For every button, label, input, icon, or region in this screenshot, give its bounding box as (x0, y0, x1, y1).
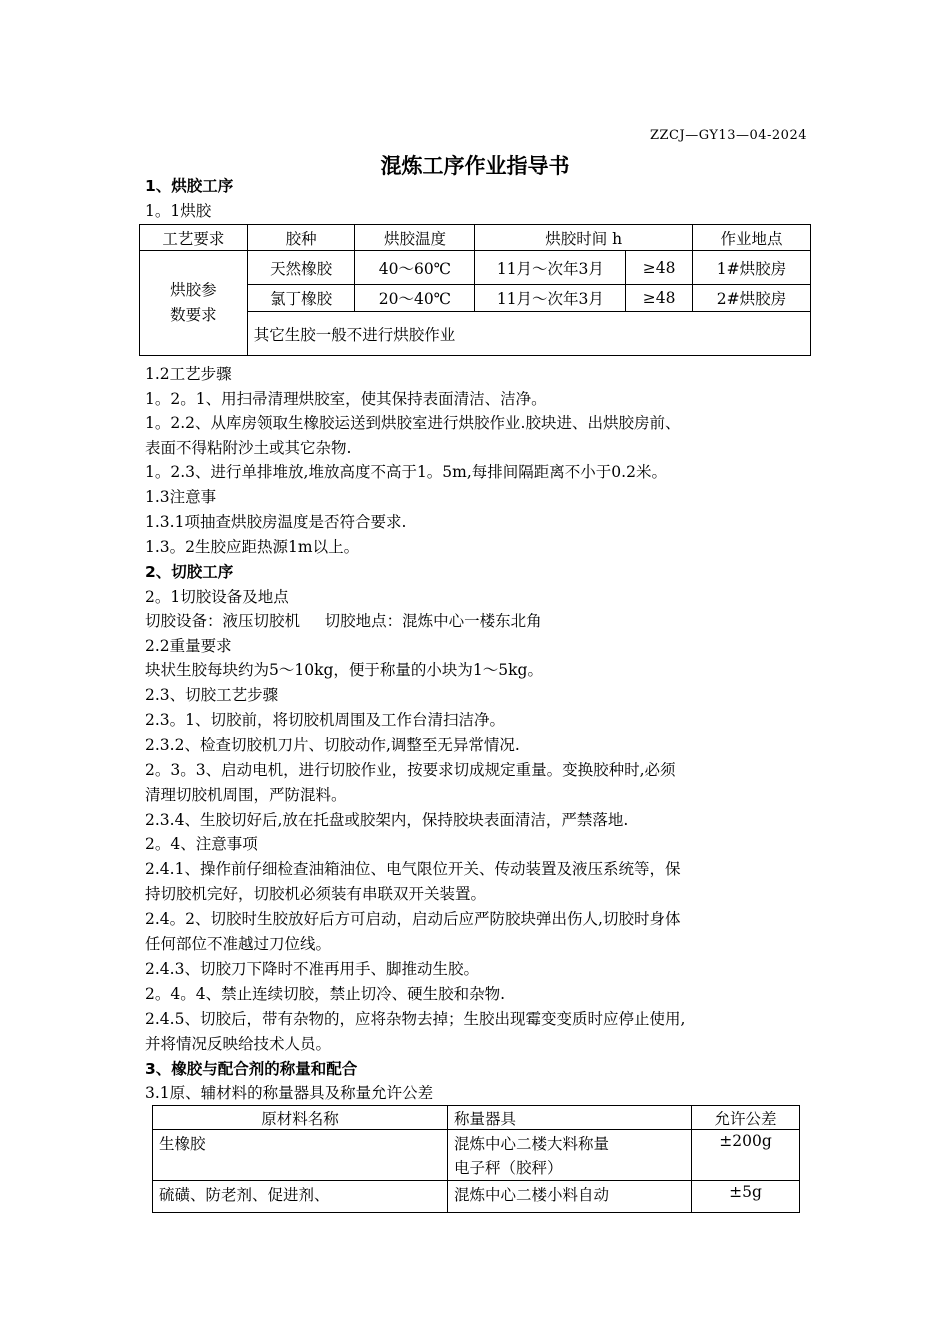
paragraph: 2.4.1、操作前仔细检查油箱油位、电气限位开关、传动装置及液压系统等，保 (145, 860, 681, 878)
period-cell: 11月～次年3月 (475, 251, 626, 285)
hours-cell: ≥48 (626, 251, 693, 285)
baking-parameters-table (139, 224, 811, 356)
section-heading-2: 2、切胶工序 (145, 563, 234, 581)
subsection-1-3: 1.3注意事 (145, 488, 217, 506)
page-title: 混炼工序作业指导书 (380, 154, 570, 178)
header-cell: 作业地点 (692, 225, 810, 251)
paragraph: 任何部位不准越过刀位线。 (145, 935, 332, 953)
paragraph: 1.3。2生胶应距热源1m以上。 (145, 538, 360, 556)
tool-cell: 混炼中心二楼小料自动 (448, 1181, 692, 1213)
location-cell: 2#烘胶房 (692, 285, 810, 312)
paragraph: 2.4.5、切胶后，带有杂物的，应将杂物去掉；生胶出现霉变变质时应停止使用, (145, 1010, 686, 1028)
weighing-tolerance-table (152, 1105, 800, 1213)
header-cell: 烘胶时间 h (475, 225, 693, 251)
header-cell: 允许公差 (692, 1106, 800, 1130)
table-header-row (153, 1106, 800, 1130)
section-heading-1: 1、烘胶工序 (145, 177, 234, 195)
paragraph: 持切胶机完好，切胶机必须装有串联双开关装置。 (145, 885, 487, 903)
material-cell: 生橡胶 (153, 1130, 448, 1181)
hours-cell: ≥48 (626, 285, 693, 312)
header-cell: 称量器具 (448, 1106, 692, 1130)
table-row (140, 251, 811, 285)
section-heading-3: 3、橡胶与配合剂的称量和配合 (145, 1060, 358, 1078)
subsection-1-1: 1。1烘胶 (145, 202, 212, 220)
rubber-type-cell: 天然橡胶 (247, 251, 355, 285)
row-label: 烘胶参数要求 (170, 281, 217, 324)
subsection-2-4: 2。4、注意事项 (145, 835, 258, 853)
rubber-type-cell: 氯丁橡胶 (247, 285, 355, 312)
tool-line: 混炼中心二楼大料称量 (454, 1135, 610, 1153)
table-row (153, 1181, 800, 1213)
paragraph: 块状生胶每块约为5～10kg，便于称量的小块为1～5kg。 (145, 661, 543, 679)
paragraph: 2.3。1、切胶前，将切胶机周围及工作台清扫洁净。 (145, 711, 506, 729)
paragraph: 1。2.3、进行单排堆放,堆放高度不高于1。5m,每排间隔距离不小于0.2米。 (145, 463, 667, 481)
paragraph: 2。3。3、启动电机，进行切胶作业，按要求切成规定重量。变换胶种时,必须 (145, 761, 676, 779)
subsection-2-2: 2.2重量要求 (145, 637, 232, 655)
temperature-cell: 20～40℃ (355, 285, 475, 312)
paragraph: 1.3.1项抽查烘胶房温度是否符合要求. (145, 513, 407, 531)
table-row (153, 1130, 800, 1181)
table-header-row (140, 225, 811, 251)
paragraph: 表面不得粘附沙土或其它杂物. (145, 439, 352, 457)
paragraph: 2.3.4、生胶切好后,放在托盘或胶架内，保持胶块表面清洁，严禁落地. (145, 811, 629, 829)
tolerance-cell: ±5g (692, 1181, 800, 1213)
paragraph: 2.4.3、切胶刀下降时不准再用手、脚推动生胶。 (145, 960, 479, 978)
material-cell: 硫磺、防老剂、促进剂、 (153, 1181, 448, 1213)
period-cell: 11月～次年3月 (475, 285, 626, 312)
subsection-2-1: 2。1切胶设备及地点 (145, 588, 289, 606)
header-cell: 原材料名称 (153, 1106, 448, 1130)
paragraph: 1。2.2、从库房领取生橡胶运送到烘胶室进行烘胶作业.胶块进、出烘胶房前、 (145, 414, 681, 432)
subsection-1-2: 1.2工艺步骤 (145, 365, 232, 383)
subsection-3-1: 3.1原、辅材料的称量器具及称量允许公差 (145, 1084, 434, 1102)
note-cell: 其它生胶一般不进行烘胶作业 (247, 312, 810, 356)
paragraph: 1。2。1、用扫帚清理烘胶室，使其保持表面清洁、洁净。 (145, 390, 547, 408)
tool-cell (448, 1130, 692, 1181)
subsection-2-3: 2.3、切胶工艺步骤 (145, 686, 279, 704)
paragraph: 切胶设备：液压切胶机 切胶地点：混炼中心一楼东北角 (145, 612, 542, 630)
header-cell: 烘胶温度 (355, 225, 475, 251)
tolerance-cell: ±200g (692, 1130, 800, 1181)
document-number: ZZCJ—GY13—04-2024 (649, 128, 807, 143)
paragraph: 2.4。2、切胶时生胶放好后方可启动，启动后应严防胶块弹出伤人,切胶时身体 (145, 910, 681, 928)
temperature-cell: 40～60℃ (355, 251, 475, 285)
header-cell: 工艺要求 (140, 225, 248, 251)
tool-line: 电子秤（胶秤） (454, 1159, 563, 1177)
row-label-cell (140, 251, 248, 356)
header-cell: 胶种 (247, 225, 355, 251)
paragraph: 清理切胶机周围，严防混料。 (145, 786, 347, 804)
paragraph: 2。4。4、禁止连续切胶，禁止切冷、硬生胶和杂物. (145, 985, 506, 1003)
paragraph: 并将情况反映给技术人员。 (145, 1035, 332, 1053)
paragraph: 2.3.2、检查切胶机刀片、切胶动作,调整至无异常情况. (145, 736, 520, 754)
location-cell: 1#烘胶房 (692, 251, 810, 285)
